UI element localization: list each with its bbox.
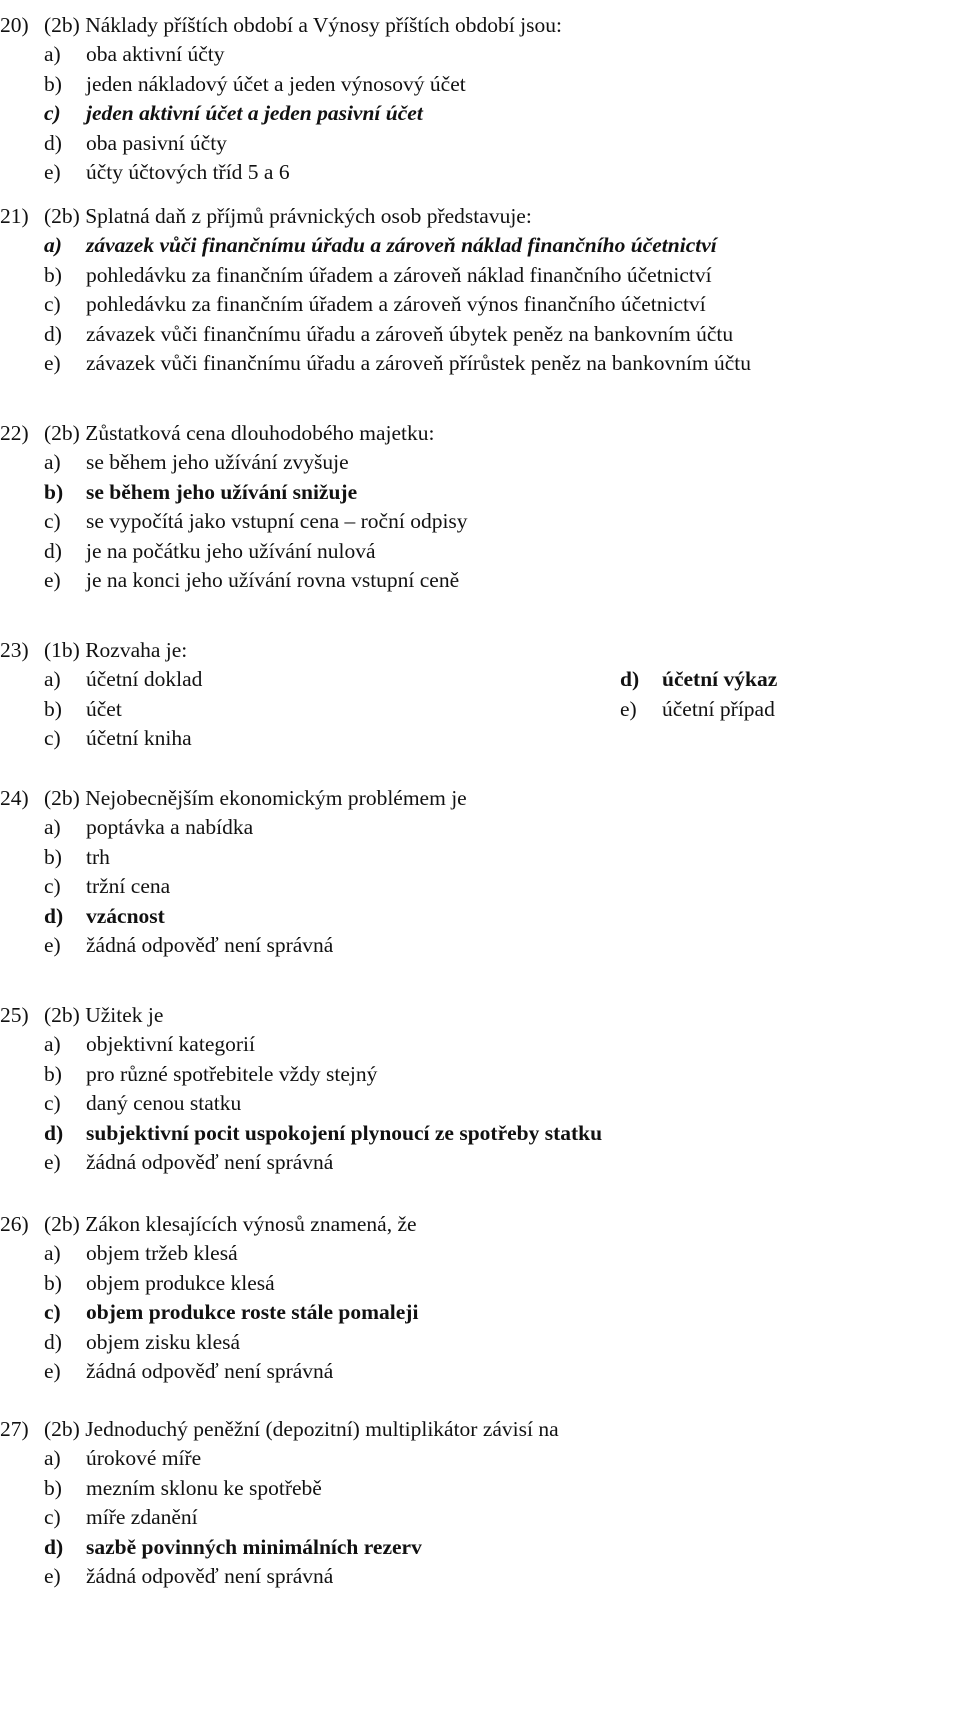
answer-option <box>0 725 192 751</box>
answer-option <box>0 1445 201 1471</box>
option-text: účetní doklad <box>86 667 203 692</box>
answer-option <box>0 1563 333 1589</box>
option-letter: b) <box>44 1270 62 1295</box>
option-text: objektivní kategorií <box>86 1032 255 1057</box>
answer-option <box>0 1031 255 1057</box>
option-text: vzácnost <box>86 903 165 928</box>
question-heading <box>0 637 187 663</box>
option-text: objem produkce klesá <box>86 1270 275 1295</box>
answer-option <box>0 1475 322 1501</box>
option-letter: a) <box>44 450 61 475</box>
option-letter: c) <box>44 1091 61 1116</box>
option-text: žádná odpověď není správná <box>86 1150 334 1174</box>
question-title: (2b) Splatná daň z příjmů právnických osob představuje: <box>44 204 532 228</box>
answer-option <box>0 1504 198 1530</box>
option-letter: a) <box>44 1446 61 1471</box>
correct-answer-option <box>0 100 423 126</box>
answer-option <box>0 321 733 347</box>
option-letter: c) <box>44 292 61 317</box>
option-letter: a) <box>44 667 61 692</box>
option-letter: e) <box>44 933 61 957</box>
option-text: objem tržeb klesá <box>86 1241 238 1266</box>
answer-option <box>0 873 170 899</box>
correct-answer-option <box>0 232 717 258</box>
option-text: žádná odpověď není správná <box>86 1359 334 1383</box>
option-letter: e) <box>44 1150 61 1174</box>
option-text: pohledávku za finančním úřadem a zároveň výnos finančního účetnictví <box>86 292 706 317</box>
option-text: účetní kniha <box>86 726 192 751</box>
option-letter: c) <box>44 726 61 751</box>
option-text: účty účtových tříd 5 a 6 <box>86 160 290 184</box>
answer-option <box>0 696 122 722</box>
option-text: oba aktivní účty <box>86 42 225 67</box>
option-text: závazek vůči finančnímu úřadu a zároveň úbytek peněz na bankovním účtu <box>86 321 734 346</box>
option-text: tržní cena <box>86 874 171 899</box>
option-letter: e) <box>44 1564 61 1588</box>
question-title: (1b) Rozvaha je: <box>44 638 188 662</box>
answer-option <box>0 508 468 534</box>
option-letter: d) <box>44 1534 64 1559</box>
question-number: 22) <box>0 421 29 445</box>
answer-option <box>0 538 376 564</box>
question-title: (2b) Zůstatková cena dlouhodobého majetku: <box>44 421 435 445</box>
question-heading <box>0 12 562 38</box>
option-text: úrokové míře <box>86 1446 202 1471</box>
question-title: (2b) Užitek je <box>44 1003 164 1027</box>
answer-option <box>0 1149 333 1175</box>
option-letter: a) <box>44 233 62 258</box>
answer-option <box>0 262 712 288</box>
option-text: mezním sklonu ke spotřebě <box>86 1475 322 1500</box>
answer-option <box>0 130 227 156</box>
question-title: (2b) Zákon klesajících výnosů znamená, že <box>44 1212 417 1236</box>
option-letter: e) <box>44 568 61 592</box>
question-heading <box>0 1002 163 1028</box>
question-title: (2b) Náklady příštích období a Výnosy příštích období jsou: <box>44 13 562 37</box>
option-letter: e) <box>44 351 61 375</box>
answer-option <box>0 71 466 97</box>
question-number: 24) <box>0 786 29 810</box>
option-letter: e) <box>44 1359 61 1383</box>
option-text: účet <box>86 696 122 721</box>
answer-option <box>0 844 110 870</box>
option-letter: d) <box>44 538 62 563</box>
correct-answer-option <box>0 479 357 505</box>
option-letter: d) <box>44 1120 64 1145</box>
option-text: se vypočítá jako vstupní cena – roční odpisy <box>86 509 468 534</box>
option-text: oba pasivní účty <box>86 130 227 155</box>
option-text: sazbě povinných minimálních rezerv <box>86 1534 422 1559</box>
option-letter: a) <box>44 1032 61 1057</box>
option-text: je na počátku jeho užívání nulová <box>86 538 376 563</box>
question-number: 27) <box>0 1417 29 1441</box>
option-letter: b) <box>44 1061 62 1086</box>
question-number: 23) <box>0 638 29 662</box>
option-text: objem zisku klesá <box>86 1329 241 1354</box>
option-text: míře zdanění <box>86 1505 198 1530</box>
option-letter: b) <box>44 1475 62 1500</box>
correct-answer-option <box>0 1534 422 1560</box>
answer-option <box>0 1061 377 1087</box>
option-text: trh <box>86 844 110 869</box>
option-letter: a) <box>44 815 61 840</box>
option-letter: b) <box>44 479 64 504</box>
correct-answer-option <box>0 1120 602 1146</box>
question-title: (2b) Nejobecnějším ekonomickým problémem je <box>44 786 467 810</box>
answer-option <box>0 449 349 475</box>
option-text: jeden aktivní účet a jeden pasivní účet <box>86 101 423 126</box>
option-letter: a) <box>44 42 61 67</box>
option-letter: e) <box>44 160 61 184</box>
answer-option <box>0 1090 241 1116</box>
answer-option <box>0 567 459 593</box>
option-text: daný cenou statku <box>86 1091 242 1116</box>
option-text: jeden nákladový účet a jeden výnosový účet <box>86 71 466 96</box>
option-letter: b) <box>44 262 62 287</box>
option-letter: e) <box>620 696 637 721</box>
option-text: účetní případ <box>662 696 775 721</box>
answer-option <box>0 159 290 185</box>
correct-answer-option <box>620 666 777 692</box>
answer-option <box>0 291 706 317</box>
option-text: je na konci jeho užívání rovna vstupní ceně <box>86 568 460 592</box>
question-heading <box>0 1416 559 1442</box>
question-heading <box>0 203 532 229</box>
option-text: se během jeho užívání snižuje <box>86 479 358 504</box>
option-text: žádná odpověď není správná <box>86 933 334 957</box>
question-heading <box>0 1211 417 1237</box>
option-letter: d) <box>44 1329 62 1354</box>
option-text: subjektivní pocit uspokojení plynoucí ze spotřeby statku <box>86 1120 603 1145</box>
option-letter: b) <box>44 696 62 721</box>
question-number: 25) <box>0 1003 29 1027</box>
correct-answer-option <box>0 1299 418 1325</box>
answer-option <box>0 1358 333 1384</box>
question-number: 21) <box>0 204 29 228</box>
option-letter: a) <box>44 1241 61 1266</box>
answer-option <box>0 814 253 840</box>
question-number: 26) <box>0 1212 29 1236</box>
answer-option <box>0 1240 238 1266</box>
option-letter: c) <box>44 874 61 899</box>
answer-option <box>0 350 751 376</box>
option-text: pro různé spotřebitele vždy stejný <box>86 1061 378 1086</box>
option-letter: b) <box>44 844 62 869</box>
correct-answer-option <box>0 903 165 929</box>
option-letter: d) <box>620 667 640 692</box>
option-letter: c) <box>44 1505 61 1530</box>
option-letter: c) <box>44 101 61 126</box>
question-title: (2b) Jednoduchý peněžní (depozitní) multiplikátor závisí na <box>44 1417 559 1441</box>
answer-option <box>0 666 202 692</box>
answer-option <box>0 41 225 67</box>
question-number: 20) <box>0 13 29 37</box>
option-letter: c) <box>44 1300 61 1325</box>
option-letter: c) <box>44 509 61 534</box>
answer-option <box>0 1270 275 1296</box>
option-text: pohledávku za finančním úřadem a zároveň náklad finančního účetnictví <box>86 262 712 287</box>
option-letter: b) <box>44 71 62 96</box>
option-letter: d) <box>44 321 62 346</box>
question-heading <box>0 420 434 446</box>
option-text: závazek vůči finančnímu úřadu a zároveň přírůstek peněz na bankovním účtu <box>86 351 752 375</box>
answer-option <box>0 1329 240 1355</box>
answer-option <box>620 696 775 722</box>
option-letter: d) <box>44 130 62 155</box>
option-text: poptávka a nabídka <box>86 815 254 840</box>
option-text: se během jeho užívání zvyšuje <box>86 450 349 475</box>
option-text: žádná odpověď není správná <box>86 1564 334 1588</box>
option-text: závazek vůči finančnímu úřadu a zároveň náklad finančního účetnictví <box>86 233 717 258</box>
question-heading <box>0 785 467 811</box>
option-text: objem produkce roste stále pomaleji <box>86 1300 419 1325</box>
option-letter: d) <box>44 903 64 928</box>
option-text: účetní výkaz <box>662 667 778 692</box>
answer-option <box>0 932 333 958</box>
